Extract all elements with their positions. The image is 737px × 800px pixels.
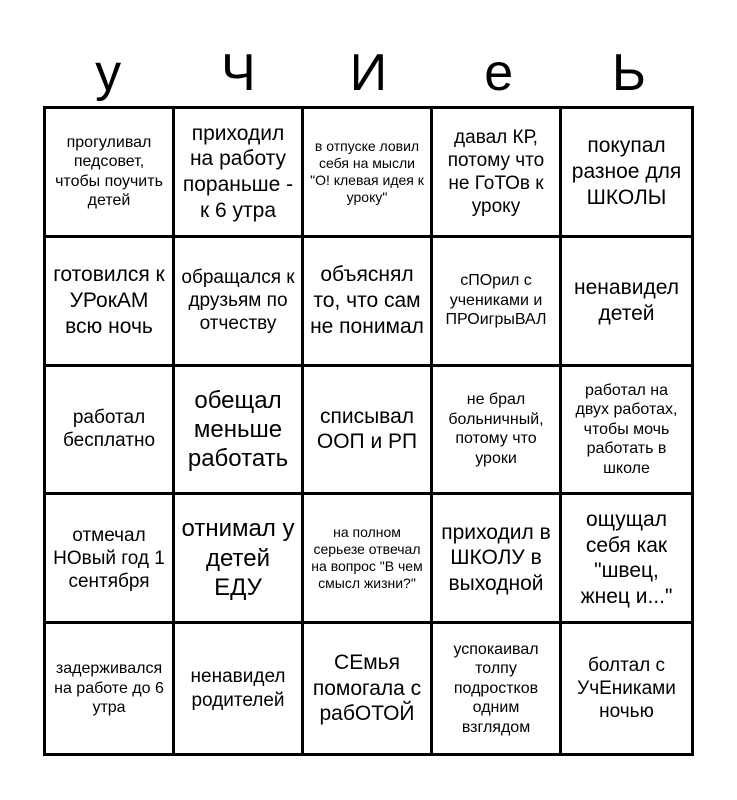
header-letter-3: И [349,44,388,102]
bingo-cell[interactable]: работал бесплатно [46,367,175,496]
bingo-cell[interactable]: в отпуске ловил себя на мысли "О! клевая идея к уроку" [304,109,433,238]
bingo-cell[interactable]: на полном серьезе отвечал на вопрос "В чем смысл жизни?" [304,495,433,624]
bingo-cell[interactable]: ненавидел родителей [175,624,304,753]
bingo-cell[interactable]: ненавидел детей [562,238,691,367]
bingo-board [43,106,694,756]
bingo-cell[interactable]: объяснял то, что сам не понимал [304,238,433,367]
bingo-cell[interactable]: задерживался на работе до 6 утра [46,624,175,753]
bingo-cell[interactable]: сПОрил с учениками и ПРОигрыВАЛ [433,238,562,367]
bingo-cell[interactable]: прогуливал педсовет, чтобы поучить детей [46,109,175,238]
bingo-cell[interactable]: работал на двух работах, чтобы мочь работать в школе [562,367,691,496]
bingo-cell[interactable]: болтал с УчЕниками ночью [577,654,676,723]
bingo-cell[interactable]: СЕмья помогала с рабОТОЙ [304,624,433,753]
bingo-header [43,40,694,106]
bingo-cell[interactable]: готовился к УРокАМ всю ночь [46,238,175,367]
header-letter-1: у [95,44,122,102]
header-letter-5: Ь [611,44,646,102]
header-letter-4: е [484,44,514,102]
bingo-cell[interactable]: ощущал себя как "швец, жнец и..." [562,495,691,624]
bingo-cell[interactable]: давал КР, потому что не ГоТОв к уроку [433,109,562,238]
bingo-cell[interactable]: обещал меньше работать [175,367,304,496]
bingo-cell[interactable]: покупал разное для ШКОЛЫ [562,109,691,238]
bingo-cell[interactable]: не брал больничный, потому что уроки [433,367,562,496]
bingo-cell[interactable]: отнимал у детей ЕДУ [175,495,304,624]
bingo-cell[interactable]: приходил на работу пораньше - к 6 утра [175,109,304,238]
bingo-cell[interactable]: приходил в ШКОЛУ в выходной [433,495,562,624]
bingo-cell[interactable]: обращался к друзьям по отчеству [175,238,304,367]
bingo-cell[interactable]: успокаивал толпу подростков одним взглядом [433,624,562,753]
header-letter-2: Ч [220,44,256,102]
bingo-cell[interactable]: списывал ООП и РП [304,367,433,496]
bingo-cell[interactable]: отмечал НОвый год 1 сентября [46,495,175,624]
